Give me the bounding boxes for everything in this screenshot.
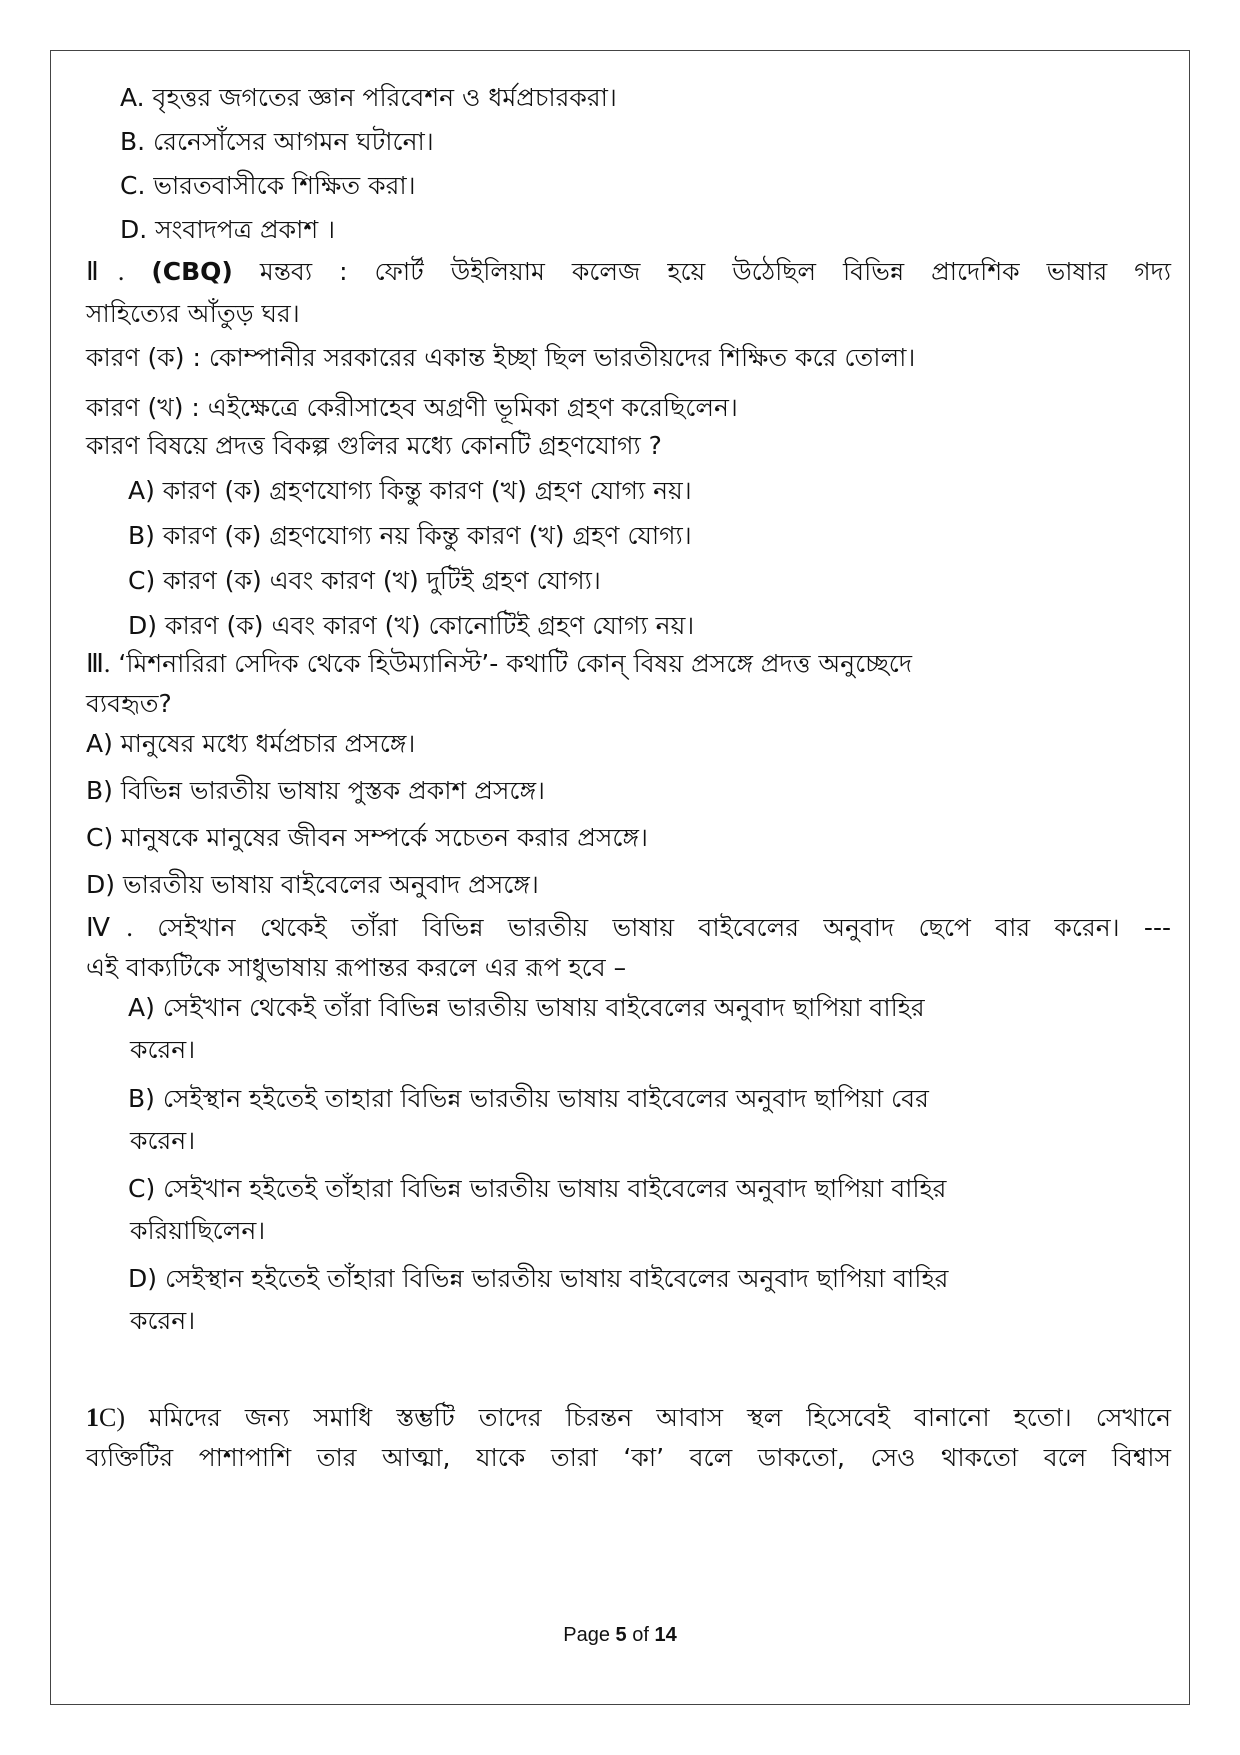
page-footer xyxy=(0,1624,1240,1647)
q3-option-c: C) মানুষকে মানুষের জীবন সম্পর্কে সচেতন করার প্রসঙ্গে। xyxy=(86,823,648,852)
q4-option-b-line2: করেন। xyxy=(130,1126,196,1155)
q2-number: Ⅱ. xyxy=(86,257,125,286)
passage-text-1: মমিদের জন্য সমাধি স্তম্ভটি তাদের চিরন্তন আবাস স্থল হিসেবেই বানানো হতো। সেখানে xyxy=(149,1403,1171,1432)
q2-question: কারণ বিষয়ে প্রদত্ত বিকল্প গুলির মধ্যে কোনটি গ্রহণযোগ্য ? xyxy=(86,431,662,460)
q4-option-a-line2: করেন। xyxy=(130,1035,196,1064)
q4-option-b-line1: B) সেইস্থান হইতেই তাহারা বিভিন্ন ভারতীয় ভাষায় বাইবেলের অনুবাদ ছাপিয়া বের xyxy=(128,1084,929,1113)
q2-option-a: A) কারণ (ক) গ্রহণযোগ্য কিন্তু কারণ (খ) গ্রহণ যোগ্য নয়। xyxy=(128,476,692,505)
q4-option-c-line2: করিয়াছিলেন। xyxy=(130,1216,266,1245)
page-total: 14 xyxy=(654,1624,677,1646)
q4-option-d-line2: করেন। xyxy=(130,1306,196,1335)
q3-option-a: A) মানুষের মধ্যে ধর্মপ্রচার প্রসঙ্গে। xyxy=(86,729,416,758)
q2-option-d: D) কারণ (ক) এবং কারণ (খ) কোনোটিই গ্রহণ যোগ্য নয়। xyxy=(128,611,695,640)
q2-tag: (CBQ) xyxy=(151,257,233,286)
q4-option-d-line1: D) সেইস্থান হইতেই তাঁহারা বিভিন্ন ভারতীয় ভাষায় বাইবেলের অনুবাদ ছাপিয়া বাহির xyxy=(128,1264,949,1293)
q2-reason-a: কারণ (ক) : কোম্পানীর সরকারের একান্ত ইচ্ছা ছিল ভারতীয়দের শিক্ষিত করে তোলা। xyxy=(86,343,916,372)
q4-option-a-line1: A) সেইখান থেকেই তাঁরা বিভিন্ন ভারতীয় ভাষায় বাইবেলের অনুবাদ ছাপিয়া বাহির xyxy=(128,993,925,1022)
passage-line2: ব্যক্তিটির পাশাপাশি তার আত্মা, যাকে তারা ‘কা’ বলে ডাকতো, সেও থাকতো বলে বিশ্বাস xyxy=(86,1443,1171,1472)
q2-option-b: B) কারণ (ক) গ্রহণযোগ্য নয় কিন্তু কারণ (খ) গ্রহণ যোগ্য। xyxy=(128,521,692,550)
q3-option-d: D) ভারতীয় ভাষায় বাইবেলের অনুবাদ প্রসঙ্গে। xyxy=(86,870,539,899)
passage-number-rest: C) xyxy=(99,1403,125,1432)
q2-statement: মন্তব্য : ফোর্ট উইলিয়াম কলেজ হয়ে উঠেছিল বিভিন্ন প্রাদেশিক ভাষার গদ্য xyxy=(259,257,1172,286)
q4-number: Ⅳ. xyxy=(86,913,133,942)
q3-question: ‘মিশনারিরা সেদিক থেকে হিউম্যানিস্ট’- কথাটি কোন্ বিষয় প্রসঙ্গে প্রদত্ত অনুচ্ছেদে xyxy=(118,649,912,678)
q4-option-c-line1: C) সেইখান হইতেই তাঁহারা বিভিন্ন ভারতীয় ভাষায় বাইবেলের অনুবাদ ছাপিয়া বাহির xyxy=(128,1174,947,1203)
q3-number: Ⅲ. xyxy=(86,649,111,678)
q1-option-a: A. বৃহত্তর জগতের জ্ঞান পরিবেশন ও ধর্মপ্রচারকরা। xyxy=(120,83,617,112)
q4-question-line1 xyxy=(86,912,1171,944)
passage-line1 xyxy=(86,1402,1171,1434)
q1-option-d: D. সংবাদপত্র প্রকাশ । xyxy=(120,215,336,244)
passage-number-bold: 1 xyxy=(86,1403,99,1432)
q1-option-b: B. রেনেসাঁসের আগমন ঘটানো। xyxy=(120,127,434,156)
of-label: of xyxy=(632,1624,649,1646)
q4-question-line2: এই বাক্যটিকে সাধুভাষায় রূপান্তর করলে এর রূপ হবে – xyxy=(86,953,627,982)
q3-question-line2: ব্যবহৃত? xyxy=(86,689,172,718)
q2-statement-line1 xyxy=(86,256,1171,288)
q2-option-c: C) কারণ (ক) এবং কারণ (খ) দুটিই গ্রহণ যোগ্য। xyxy=(128,566,601,595)
q3-option-b: B) বিভিন্ন ভারতীয় ভাষায় পুস্তক প্রকাশ প্রসঙ্গে। xyxy=(86,776,545,805)
page-label: Page xyxy=(563,1624,610,1646)
q2-statement-line2: সাহিত্যের আঁতুড় ঘর। xyxy=(86,299,300,328)
q3-question-line1 xyxy=(86,648,912,680)
q2-reason-b: কারণ (খ) : এইক্ষেত্রে কেরীসাহেব অগ্রণী ভূমিকা গ্রহণ করেছিলেন। xyxy=(86,393,738,422)
q4-question: সেইখান থেকেই তাঁরা বিভিন্ন ভারতীয় ভাষায় বাইবেলের অনুবাদ ছেপে বার করেন। --- xyxy=(157,913,1171,942)
q1-option-c: C. ভারতবাসীকে শিক্ষিত করা। xyxy=(120,171,416,200)
page-current: 5 xyxy=(615,1624,627,1646)
